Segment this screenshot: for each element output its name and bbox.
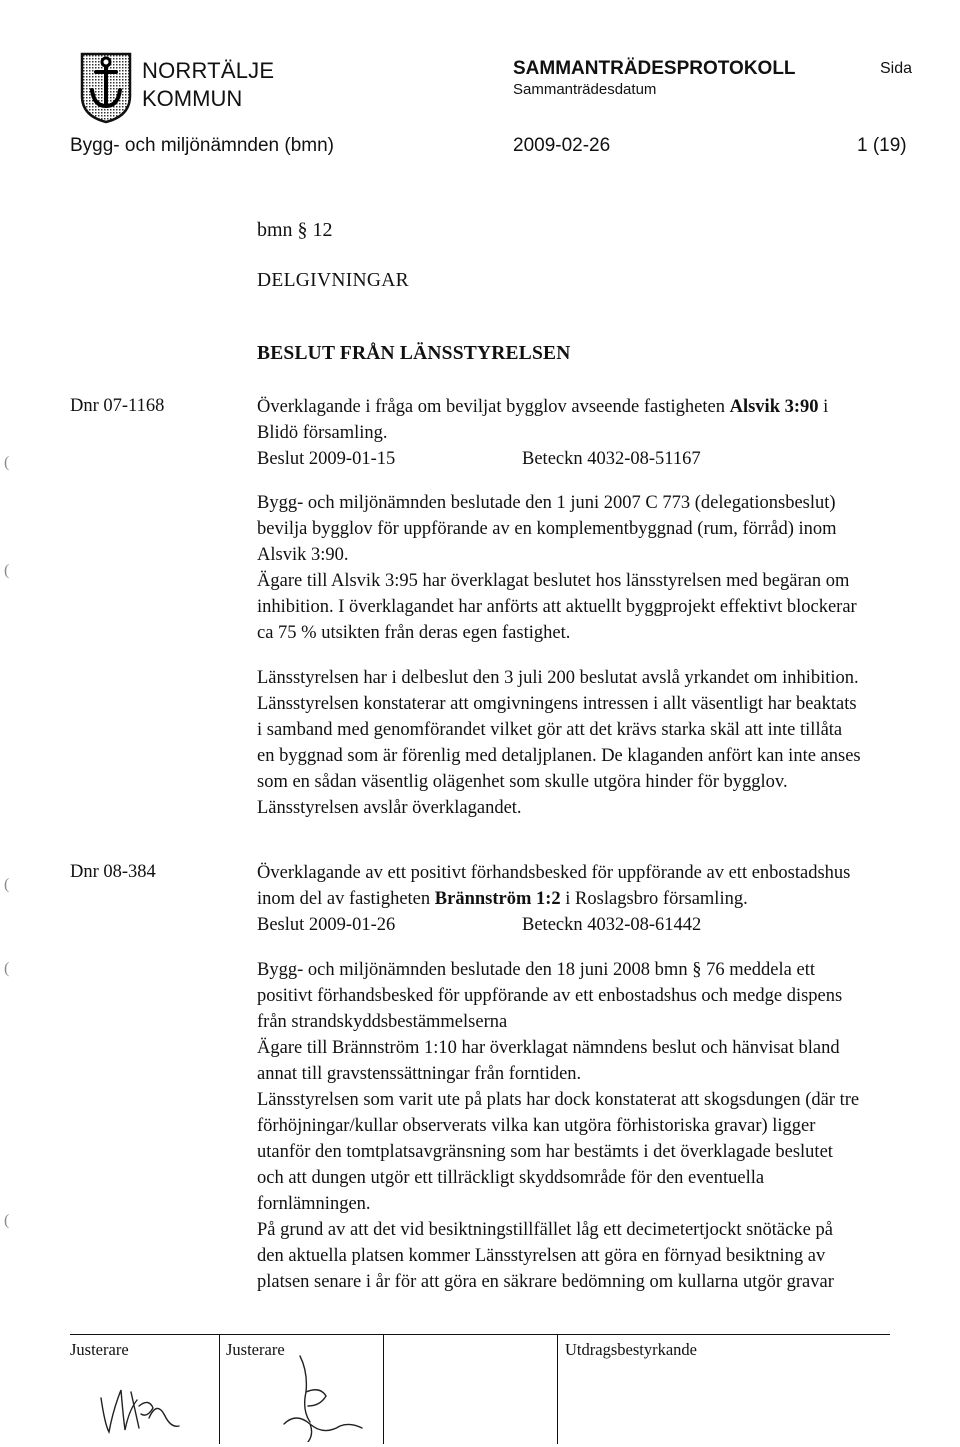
margin-mark: (	[4, 960, 10, 977]
footer-divider	[219, 1334, 220, 1444]
text-line: Alsvik 3:90.	[257, 545, 349, 565]
case-intro-text: i	[818, 397, 829, 417]
case-paragraph	[257, 665, 947, 821]
signature-1	[95, 1370, 185, 1440]
margin-mark: (	[4, 1212, 10, 1229]
case-intro-text: Överklagande i fråga om beviljat bygglov avseende fastigheten	[257, 397, 730, 417]
text-line: en byggnad som är förenlig med detaljplanen. De klaganden anfört kan inte anses	[257, 746, 861, 766]
case-intro	[257, 394, 947, 472]
municipality-logo	[80, 52, 132, 124]
committee-name: Bygg- och miljönämnden (bmn)	[70, 135, 335, 156]
document-subtitle: Sammanträdesdatum	[513, 81, 657, 98]
text-line: Länsstyrelsen avslår överklagandet.	[257, 798, 522, 818]
text-line: utanför den tomtplatsavgränsning som har bestämts i det överklagade beslutet	[257, 1142, 833, 1162]
margin-mark: (	[4, 562, 10, 579]
decision-reference: Beteckn 4032-08-61442	[522, 915, 702, 935]
section-subtitle: BESLUT FRÅN LÄNSSTYRELSEN	[257, 343, 571, 364]
case-intro-text: inom del av fastigheten	[257, 889, 435, 909]
text-line: fornlämningen.	[257, 1194, 371, 1214]
text-line: den aktuella platsen kommer Länsstyrelsen att göra en förnyad besiktning av	[257, 1246, 826, 1266]
footer-label-utdragsbestyrkande: Utdragsbestyrkande	[565, 1340, 697, 1359]
case-dnr: Dnr 08-384	[70, 862, 156, 882]
decision-reference: Beteckn 4032-08-51167	[522, 449, 701, 469]
case-intro-text: Överklagande av ett positivt förhandsbesked för uppförande av ett enbostadshus	[257, 863, 851, 883]
section-title: DELGIVNINGAR	[257, 270, 409, 291]
decision-date: Beslut 2009-01-26	[257, 915, 396, 935]
text-line: som en sådan väsentlig olägenhet som skulle utgöra hinder för bygglov.	[257, 772, 788, 792]
text-line: platsen senare i år för att göra en säkrare bedömning om kullarna utgör gravar	[257, 1272, 834, 1292]
footer-divider	[383, 1334, 384, 1444]
text-line: inhibition. I överklagandet har anförts att aktuellt byggprojekt effektivt blockerar	[257, 597, 857, 617]
text-line: förhöjningar/kullar observerats vilka kan utgöra förhistoriska gravar) ligger	[257, 1116, 816, 1136]
text-line: från strandskyddsbestämmelserna	[257, 1012, 508, 1032]
case-paragraph	[257, 957, 947, 1295]
footer-label-justerare: Justerare	[70, 1340, 129, 1359]
footer-divider	[557, 1334, 558, 1444]
page-label: Sida	[880, 60, 913, 77]
text-line: Länsstyrelsen konstaterar att omgivningens intressen i allt väsentligt har beaktats	[257, 694, 857, 714]
page-number: 1 (19)	[857, 135, 907, 156]
margin-mark: (	[4, 454, 10, 471]
text-line: bevilja bygglov för uppförande av en komplementbyggnad (rum, förråd) inom	[257, 519, 837, 539]
case-paragraph	[257, 490, 947, 646]
paragraph-reference: bmn § 12	[257, 219, 333, 241]
property-name: Brännström 1:2	[434, 889, 561, 909]
margin-mark: (	[4, 876, 10, 893]
text-line: Ägare till Brännström 1:10 har överklagat nämndens beslut och hänvisat bland	[257, 1038, 840, 1058]
case-intro	[257, 860, 947, 938]
text-line: Bygg- och miljönämnden beslutade den 1 juni 2007 C 773 (delegationsbeslut)	[257, 493, 836, 513]
text-line: annat till gravstenssättningar från forntiden.	[257, 1064, 582, 1084]
footer-label-justerare: Justerare	[226, 1340, 285, 1359]
text-line: och att dungen utgör ett tillräckligt skyddsområde för den eventuella	[257, 1168, 765, 1188]
text-line: positivt förhandsbesked för uppförande av ett enbostadshus och medge dispens	[257, 986, 843, 1006]
org-name-line1: NORRTÄLJE	[142, 58, 275, 83]
text-line: Länsstyrelsen har i delbeslut den 3 juli 200 beslutat avslå yrkandet om inhibition.	[257, 668, 859, 688]
document-title: SAMMANTRÄDESPROTOKOLL	[513, 58, 796, 79]
case-dnr: Dnr 07-1168	[70, 396, 165, 416]
case-intro-text: i Roslagsbro församling.	[560, 889, 748, 909]
text-line: Länsstyrelsen som varit ute på plats har dock konstaterat att skogsdungen (där tre	[257, 1090, 860, 1110]
text-line: Bygg- och miljönämnden beslutade den 18 juni 2008 bmn § 76 meddela ett	[257, 960, 815, 980]
meeting-date: 2009-02-26	[513, 135, 611, 156]
text-line: ca 75 % utsikten från deras egen fastighet.	[257, 623, 571, 643]
footer-rule	[70, 1334, 890, 1335]
text-line: i samband med genomförandet vilket gör att det krävs starka skäl att inte tillåta	[257, 720, 843, 740]
text-line: På grund av att det vid besiktningstillfället låg ett decimetertjockt snötäcke på	[257, 1220, 833, 1240]
org-name-line2: KOMMUN	[142, 86, 243, 111]
case-intro-text: Blidö församling.	[257, 423, 388, 443]
text-line: Ägare till Alsvik 3:95 har överklagat beslutet hos länsstyrelsen med begäran om	[257, 571, 850, 591]
signature-2	[280, 1352, 370, 1422]
property-name: Alsvik 3:90	[729, 397, 819, 417]
decision-date: Beslut 2009-01-15	[257, 449, 396, 469]
